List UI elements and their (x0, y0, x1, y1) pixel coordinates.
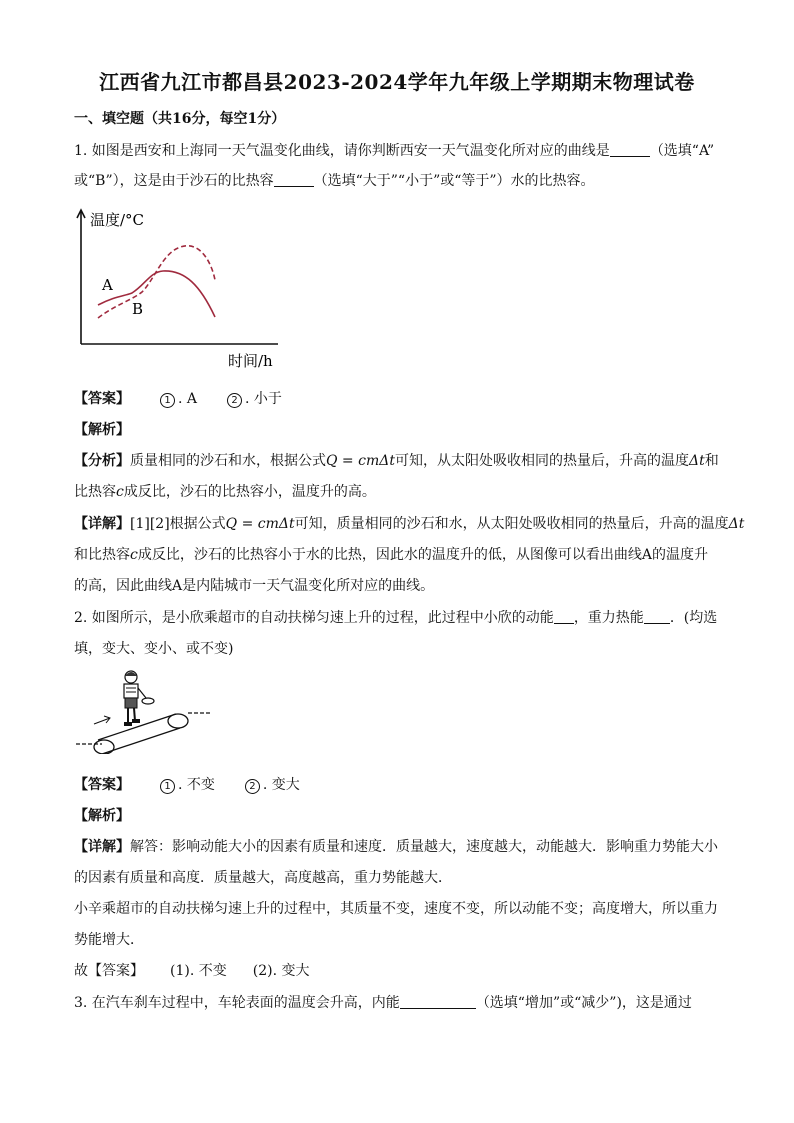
q1-fenxi-line2: 比热容c成反比，沙石的比热容小，温度升的高。 (74, 484, 376, 500)
q2-xiangjie-line1: 【详解】解答：影响动能大小的因素有质量和速度．质量越大，速度越大，动能越大．影响重力势能大小 (74, 839, 718, 855)
section-heading: 一、填空题（共16分，每空1分） (74, 111, 286, 127)
curve-a-dashed (98, 246, 215, 318)
q2-escalator-figure (76, 668, 216, 754)
curve-b-label: B (132, 300, 144, 318)
person-figure (124, 671, 154, 726)
upper-roller (168, 714, 188, 728)
lower-roller (94, 740, 114, 754)
q3-stem-line1: 3. 在汽车刹车过程中，车轮表面的温度会升高，内能 （选填“增加”或“减少”)，这是通过 (74, 995, 692, 1011)
q2-answer: 【答案】 1 . 不变 2 . 变大 (74, 777, 300, 793)
q3-blank-1 (400, 994, 476, 1009)
q1-fenxi-line1: 【分析】质量相同的沙石和水，根据公式Q = cmΔt可知，从太阳处吸收相同的热量后，升高的温度Δt和 (74, 453, 719, 469)
x-axis-label: 时间/h (228, 352, 273, 370)
q2-final-answer: 故【答案】 (1). 不变 (2). 变大 (74, 963, 310, 979)
q2-xiangjie-line3: 小辛乘超市的自动扶梯匀速上升的过程中，其质量不变，速度不变，所以动能不变；高度增大，所以重力 (74, 901, 718, 917)
page-title: 江西省九江市都昌县2023-2024学年九年级上学期期末物理试卷 (99, 70, 695, 94)
q1-stem-line1: 1. 如图是西安和上海同一天气温变化曲线，请你判断西安一天气温变化所对应的曲线是 （选填“A” (74, 143, 715, 159)
q2-blank-1 (554, 609, 574, 624)
q1-xiangjie-line1: 【详解】[1][2]根据公式Q = cmΔt可知，质量相同的沙石和水，从太阳处吸收相同的热量后，升高的温度Δt (74, 516, 745, 532)
q2-xiangjie-line2: 的因素有质量和高度．质量越大，高度越高，重力势能越大． (74, 870, 452, 886)
q2-stem-line1: 2. 如图所示，是小欣乘超市的自动扶梯匀速上升的过程，此过程中小欣的动能 ，重力热能 ．(均选 (74, 610, 718, 626)
q1-stem-line2: 或“B”），这是由于沙石的比热容 （选填“大于”“小于”或“等于”）水的比热容。 (74, 173, 595, 189)
y-axis-label: 温度/°C (90, 211, 145, 229)
q2-blank-2 (644, 609, 670, 624)
q1-xiangjie-line3: 的高，因此曲线A是内陆城市一天气温变化所对应的曲线。 (74, 578, 435, 594)
q1-answer: 【答案】 1 . A 2 . 小于 (74, 391, 282, 407)
q1-blank-2 (274, 172, 314, 187)
curve-b-solid (98, 271, 215, 317)
q1-temperature-graph (70, 200, 290, 372)
q1-blank-1 (610, 142, 650, 157)
q1-xiangjie-line2: 和比热容c成反比，沙石的比热容小于水的比热，因此水的温度升的低，从图像可以看出曲线A的温度升 (74, 547, 708, 563)
q2-stem-line2: 填，变大、变小、或不变) (74, 641, 234, 657)
q2-analysis-heading: 【解析】 (74, 808, 130, 824)
q1-analysis-heading: 【解析】 (74, 422, 130, 438)
q2-xiangjie-line4: 势能增大． (74, 932, 144, 948)
curve-a-label: A (102, 276, 113, 294)
